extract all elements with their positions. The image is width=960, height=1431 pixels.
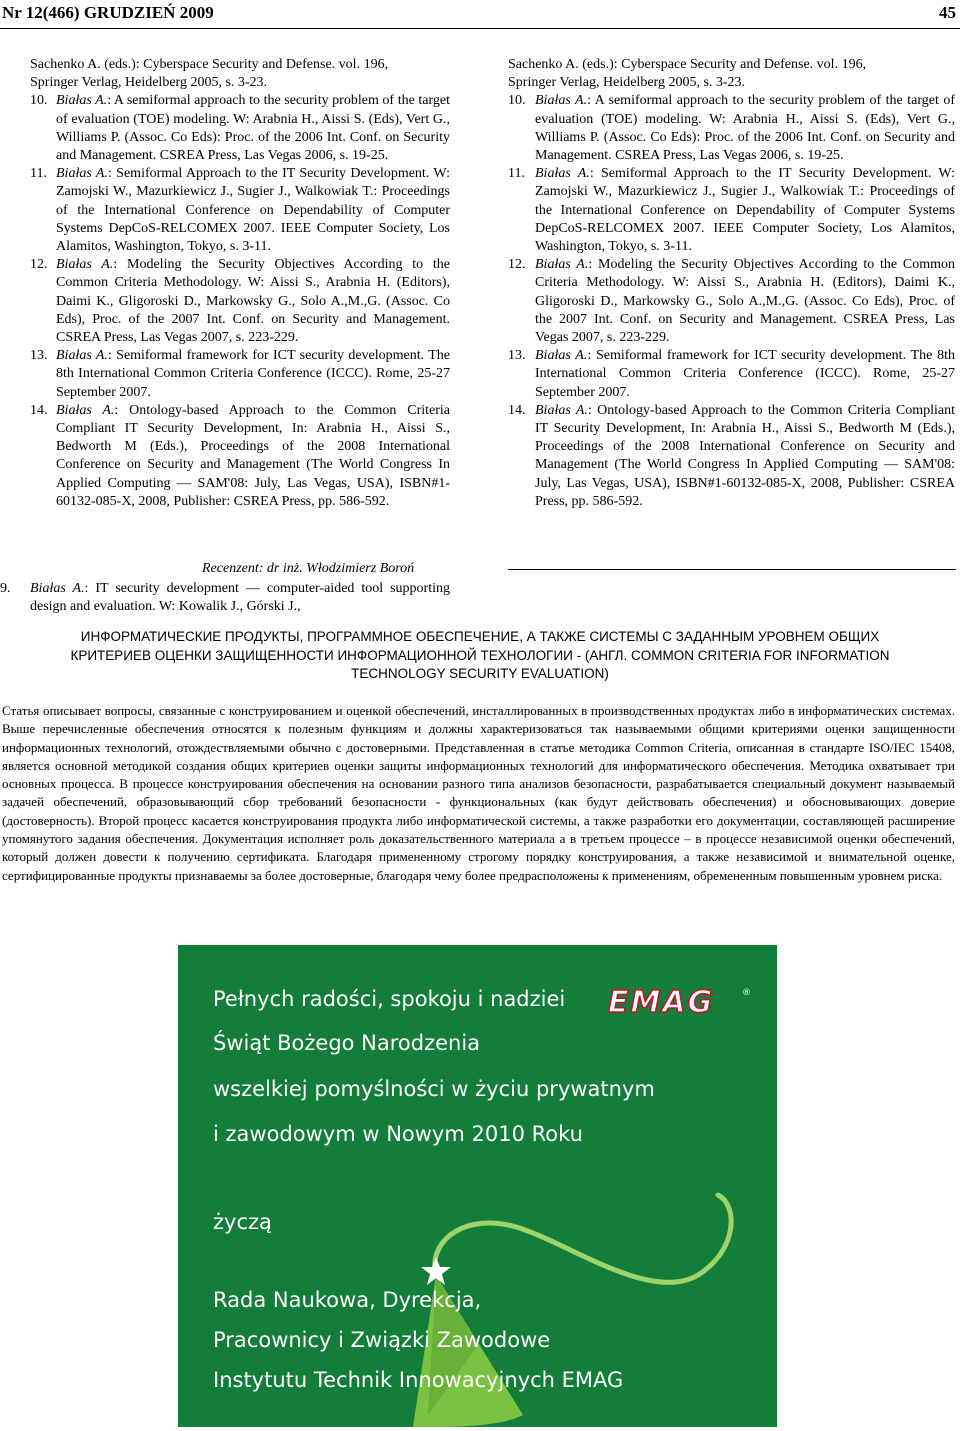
greeting-line: życzą: [213, 1210, 272, 1234]
reference-9: [0, 580, 450, 616]
reference-11: [508, 165, 955, 256]
registered-mark: ®: [742, 988, 751, 998]
ref-cont-line: Springer Verlag, Heidelberg 2005, s. 3-23.: [30, 75, 268, 91]
header-rule: [0, 28, 960, 29]
reference-12: [30, 256, 450, 347]
page-header: [0, 0, 960, 30]
ref-number: 13.: [30, 348, 48, 364]
greeting-line: wszelkiej pomyślności w życiu prywatnym: [213, 1077, 655, 1101]
russian-title-line: КРИТЕРИЕВ ОЦЕНКИ ЗАЩИЩЕННОСТИ ИНФОРМАЦИОННОЙ ТЕХНОЛОГИИ - (АНГЛ. COMMON CRITERIA FOR INFORMATION: [70, 647, 890, 663]
ref-author: Białas A.: [56, 93, 108, 109]
ref-number: 11.: [508, 166, 525, 182]
ref-text: : Ontology-based Approach to the Common Criteria Compliant IT Security Development, In: Arabnia H., Aissi S., Bedworth M (Eds.), Proceedings of the 2008 International Conference on Security and Management (The World Congress In Applied Computing — SAM'08: July, Las Vegas, USA), ISBN#1-60132-085-X, 2008, Publisher: CSREA Press, pp. 586-592.: [56, 402, 450, 509]
ref-author: Białas A.: [535, 348, 588, 364]
ref-text: : Modeling the Security Objectives According to the Common Criteria Methodology. W: Aissi S., Arabnia H. (Editors), Daimi K., Gligoroski D., Markowsky G., Solo A.,M.,G. (Assoc. Co Eds), Proc. of the 2007 Int. Conf. on Security and Management. CSREA Press, Las Vegas 2007, s. 223-229.: [535, 257, 955, 346]
right-column: [508, 56, 955, 511]
ref-text: : Semiformal Approach to the IT Security Development. W: Zamojski W., Mazurkiewicz J., Sugier J., Walkowiak T.: Proceedings of the International Conference on Dependability of Computer Systems DepCoS-RELCOMEX 2007. IEEE Computer Society, Los Alamitos, Washington, Tokyo, s. 3-11.: [56, 166, 451, 255]
russian-title-line: ИНФОРМАТИЧЕСКИЕ ПРОДУКТЫ, ПРОГРАММНОЕ ОБЕСПЕЧЕНИЕ, А ТАКЖЕ СИСТЕМЫ С ЗАДАННЫМ УРОВНЕМ ОБЩИХ: [80, 629, 880, 644]
reference-11: [30, 165, 450, 256]
emag-logo-text: EMAG: [608, 985, 715, 1019]
ref-number: 9.: [0, 581, 11, 596]
ref-author: Białas A.: [56, 257, 114, 273]
ref-author: Białas A.: [535, 93, 588, 109]
ref-author: Białas A.: [56, 166, 108, 182]
russian-abstract: Статья описывает вопросы, связанные с конструированием и оценкой обеспечений, инсталлированных в производственных продуктах либо в информатических системах. Выше перечисленные обеспечения относятся к полезным функциям и должны характеризоваться так называемыми общими критериями оценки защищенности информационных технологий, отождествляемыми обычно с достоверными. Представленная в статье методика Common Criteria, описанная в стандарте ISO/IEC 15408, является основной методикой создания общих критериев оценки защиты информационных технологий для информатического обеспечения. Методика охватывает три основных процесса. В процессе конструирования обеспечения на основании разного типа анализов безопасности, разрабатывается специальный документ называемый задачей обеспечений, образовывающий сбор требований безопасности - функциональных (как будут действовать обеспечения) и обосновывающих доверие (достоверность). Второй процесс касается конструирования продукта либо информатической системы, а также разработки его документации, составляющей расширение упомянутого задания обеспечения. Документация исполняет роль доказательственного материала а в третьем процессе – в процессе независимой оценки обеспечений, который должен довести к получению сертификата. Благодаря примененному строгому порядку конструирования, а также независимой и внимательной оценке, сертифицированные продукты признаваемы за более достоверные, благодаря чему более предрасположены к применениям, обремененным повышенным уровнем риска.: [2, 703, 955, 883]
ref-number: 13.: [508, 348, 526, 364]
ref-text: : A semiformal approach to the security problem of the target of evaluation (TOE) modeling. W: Arabnia H., Aissi S. (Eds), Vert G., Williams P. (Assoc. Co Eds): Proc. of the 2006 Int. Conf. on Security and Management. CSREA Press, Las Vegas 2006, s. 19-25.: [535, 93, 956, 164]
issue-label: Nr 12(466) GRUDZIEŃ 2009: [2, 3, 214, 22]
ref-continuation: [508, 56, 955, 92]
greeting-line: Pracownicy i Związki Zawodowe: [213, 1328, 551, 1352]
ref-cont-line: Springer Verlag, Heidelberg 2005, s. 3-23.: [508, 75, 746, 91]
ref-text: : Modeling the Security Objectives According to the Common Criteria Methodology. W: Aissi S., Arabnia H. (Editors), Daimi K., Gligoroski D., Markowsky G., Solo A.,M.,G. (Assoc. Co Eds), Proc. of the 2007 Int. Conf. on Security and Management. CSREA Press, Las Vegas 2007, s. 223-229.: [56, 257, 451, 346]
ref-text: : IT security development — computer-aided tool supporting design and evaluation. W: Kowalik J., Górski J.,: [30, 581, 451, 615]
reference-12: [508, 256, 955, 347]
ref-number: 14.: [30, 402, 48, 418]
ref-number: 12.: [508, 257, 526, 273]
reference-10: [30, 92, 450, 165]
page-number: 45: [939, 3, 956, 22]
greeting-line: Instytutu Technik Innowacyjnych EMAG: [213, 1368, 624, 1392]
reviewer-note: Recenzent: dr inż. Włodzimierz Boroń: [202, 561, 415, 576]
russian-title-line: TECHNOLOGY SECURITY EVALUATION): [351, 666, 609, 681]
emag-logo: [602, 983, 752, 1019]
ref-author: Białas A.: [56, 402, 115, 418]
ref-text: : Semiformal framework for ICT security development. The 8th International Common Criteria Conference (ICCC). Rome, 25-27 September 2007.: [535, 348, 955, 400]
ref-number: 12.: [30, 257, 48, 273]
ref-author: Białas A.: [535, 166, 590, 182]
ref-continuation: [30, 56, 450, 92]
ref-author: Białas A.: [30, 581, 85, 596]
horizontal-rule: [508, 569, 956, 570]
greeting-line: i zawodowym w Nowym 2010 Roku: [213, 1122, 583, 1146]
ref-number: 10.: [30, 93, 48, 109]
greeting-line: Rada Naukowa, Dyrekcja,: [213, 1288, 482, 1312]
reference-13: [30, 347, 450, 402]
ref-text: : Semiformal Approach to the IT Security Development. W: Zamojski W., Mazurkiewicz J., Sugier J., Walkowiak T.: Proceedings of the International Conference on Dependability of Computer Systems DepCoS-RELCOMEX 2007. IEEE Computer Society, Los Alamitos, Washington, Tokyo, s. 3-11.: [535, 166, 956, 255]
reference-14: [30, 402, 450, 511]
ref-number: 14.: [508, 402, 526, 418]
ref-text: : Semiformal framework for ICT security development. The 8th International Common Criteria Conference (ICCC). Rome, 25-27 September 2007.: [56, 348, 450, 400]
left-column: [30, 56, 450, 511]
greeting-card: [178, 945, 777, 1427]
ref-cont-line: Sachenko A. (eds.): Cyberspace Security and Defense. vol. 196,: [30, 57, 389, 72]
reference-14: [508, 402, 955, 511]
ref-author: Białas A.: [535, 402, 588, 418]
russian-title: [0, 628, 960, 684]
reference-10: [508, 92, 955, 165]
ref-cont-line: Sachenko A. (eds.): Cyberspace Security and Defense. vol. 196,: [508, 57, 867, 72]
ref-number: 10.: [508, 93, 526, 109]
ref-author: Białas A.: [56, 348, 108, 364]
greeting-line: Pełnych radości, spokoju i nadziei: [213, 987, 566, 1011]
ref-number: 11.: [30, 166, 47, 182]
reference-13: [508, 347, 955, 402]
ref-text: : A semiformal approach to the security problem of the target of evaluation (TOE) modeling. W: Arabnia H., Aissi S. (Eds), Vert G., Williams P. (Assoc. Co Eds): Proc. of the 2006 Int. Conf. on Security and Management. CSREA Press, Las Vegas 2006, s. 19-25.: [56, 93, 451, 164]
ref-text: : Ontology-based Approach to the Common Criteria Compliant IT Security Development, In: Arabnia H., Aissi S., Bedworth M (Eds.), Proceedings of the 2008 International Conference on Security and Management (The World Congress In Applied Computing — SAM'08: July, Las Vegas, USA), ISBN#1-60132-085-X, 2008, Publisher: CSREA Press, pp. 586-592.: [535, 402, 955, 509]
swirl-line: [435, 1195, 731, 1282]
greeting-line: Świąt Bożego Narodzenia: [213, 1031, 481, 1055]
ref-author: Białas A.: [535, 257, 589, 273]
